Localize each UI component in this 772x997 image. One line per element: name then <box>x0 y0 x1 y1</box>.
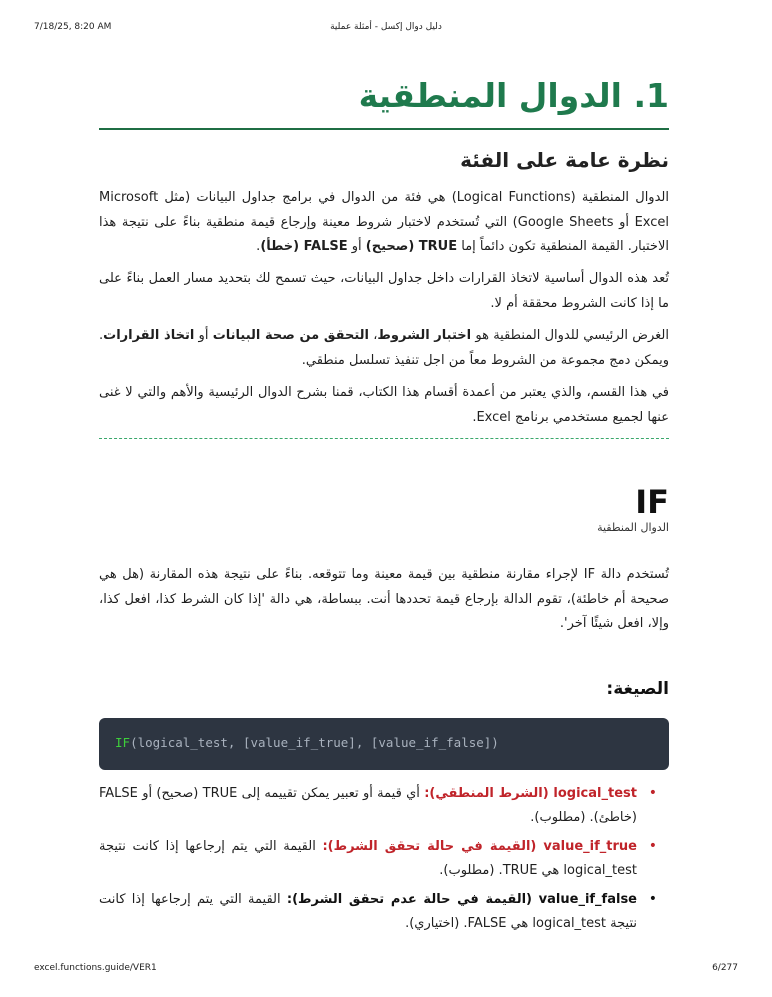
argument-item <box>99 888 669 935</box>
argument-description: القيمة التي يتم إرجاعها إذا كانت نتيجة logical_test هي TRUE. (مطلوب). <box>99 839 637 878</box>
syntax-arguments: (logical_test, [value_if_true], [value_if_false]) <box>130 735 499 750</box>
p3-text-c: ، <box>368 328 378 343</box>
p3-text-d: أو <box>194 328 213 343</box>
bullet-icon: • <box>648 891 657 907</box>
function-name: IF <box>635 483 669 521</box>
overview-paragraph-1 <box>99 186 669 260</box>
section-heading: نظرة عامة على الفئة <box>460 148 669 172</box>
print-document-title: دليل دوال إكسل - أمثلة عملية <box>330 22 442 32</box>
syntax-heading: الصيغة: <box>606 679 669 699</box>
overview-paragraph-4: في هذا القسم، والذي يعتبر من أعمدة أقسام هذا الكتاب، قمنا بشرح الدوال الرئيسية والأهم والتي لا غنى عنها لجميع مستخدمي برنامج Excel. <box>99 385 669 425</box>
chapter-title-divider <box>99 128 669 130</box>
syntax-code-block <box>99 718 669 770</box>
page-number: 6/277 <box>712 963 738 973</box>
p3-text-a: الغرض الرئيسي للدوال المنطقية هو <box>471 328 669 343</box>
argument-name: value_if_false (القيمة في حالة عدم تحقق الشرط): <box>286 892 637 907</box>
argument-description: القيمة التي يتم إرجاعها إذا كانت نتيجة logical_test هي FALSE. (اختياري). <box>99 892 637 931</box>
p1-true-term: TRUE (صحيح) <box>365 239 458 254</box>
p3-text-e: . ويمكن دمج مجموعة من الشروط معاً من اجل تنفيذ تسلسل منطقي. <box>99 328 669 368</box>
argument-item <box>99 782 669 829</box>
print-header <box>34 22 738 36</box>
argument-item <box>99 835 669 882</box>
overview-paragraph-3 <box>99 324 669 373</box>
p1-or: أو <box>347 239 366 254</box>
print-url: excel.functions.guide/VER1 <box>34 963 157 973</box>
syntax-keyword: IF <box>115 735 131 750</box>
p3-bold-1: اختبار الشروط <box>377 328 472 343</box>
syntax-code <box>115 735 499 750</box>
bullet-icon: • <box>648 785 657 801</box>
argument-name: value_if_true (القيمة في حالة تحقق الشرط): <box>322 839 637 854</box>
p3-bold-2: التحقق من صحة البيانات <box>212 328 369 343</box>
p1-text: الدوال المنطقية (Logical Functions) هي فئة من الدوال في برامج جداول البيانات (مثل Microsoft Excel أو Google Sheets) التي تُستخدم لاختبار شروط معينة وإرجاع قيمة منطقية بناءً على نتيجة هذا الاختبار. القيمة المنطقية تكون دائماً إما <box>99 190 669 254</box>
p1-false-term: FALSE (خطأ) <box>260 239 348 254</box>
print-date: 7/18/25, 8:20 AM <box>34 22 112 32</box>
argument-list <box>99 782 669 941</box>
section-divider <box>99 438 669 439</box>
overview-paragraph-2: تُعد هذه الدوال أساسية لاتخاذ القرارات داخل جداول البيانات، حيث تسمح لك بتحديد مسار العمل بناءً على ما إذا كانت الشروط محققة أم لا. <box>99 271 669 311</box>
p1-end: . <box>256 239 261 254</box>
p3-bold-3: اتخاذ القرارات <box>103 328 195 343</box>
function-description: تُستخدم دالة IF لإجراء مقارنة منطقية بين قيمة معينة وما تتوقعه. بناءً على نتيجة هذه المقارنة (هل هي صحيحة أم خاطئة)، تقوم الدالة بإرجاع قيمة تحددها أنت. ببساطة، هي دالة 'إذا كان الشرط كذا، افعل كذا، وإلا، افعل شيئًا آخر'. <box>99 567 670 631</box>
argument-description: أي قيمة أو تعبير يمكن تقييمه إلى TRUE (صحيح) أو FALSE (خاطئ). (مطلوب). <box>99 786 637 825</box>
argument-name: logical_test (الشرط المنطقي): <box>424 786 637 801</box>
chapter-title: 1. الدوال المنطقية <box>358 76 669 115</box>
bullet-icon: • <box>648 838 657 854</box>
function-category: الدوال المنطقية <box>597 521 669 534</box>
